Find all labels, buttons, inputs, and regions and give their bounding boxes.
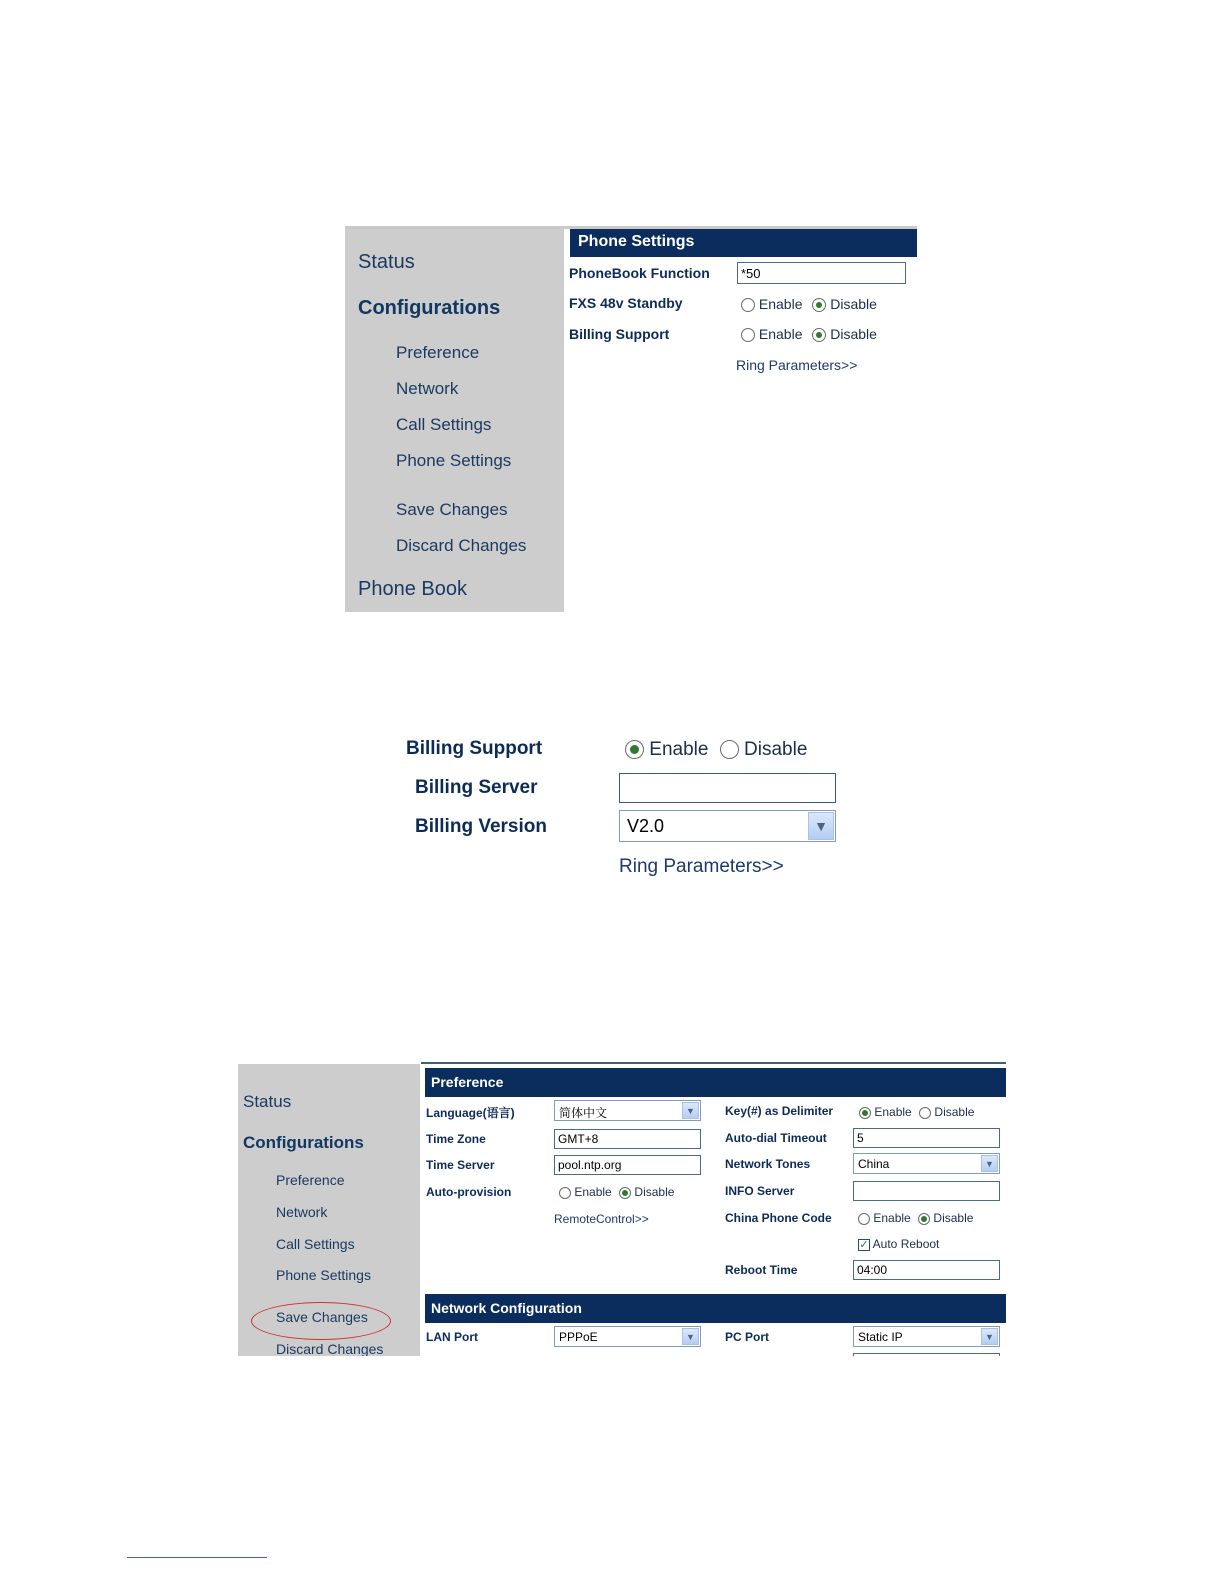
fxs-disable-radio[interactable] [812, 298, 826, 312]
autoprov-enable-radio[interactable] [559, 1187, 571, 1199]
auto-provision-radio-group [559, 1185, 674, 1199]
auto-dial-timeout-label: Auto-dial Timeout [725, 1131, 827, 1145]
billing-version-select[interactable] [619, 810, 836, 842]
save-changes-link[interactable]: Save Changes [396, 500, 508, 519]
fxs-enable-radio[interactable] [741, 298, 755, 312]
top-border [421, 1062, 1006, 1064]
chevron-down-icon[interactable]: ▼ [682, 1102, 699, 1119]
phone-settings-screenshot [345, 226, 917, 612]
billing-enable-radio[interactable] [625, 740, 644, 759]
sidebar [345, 229, 564, 612]
pc-port-value: Static IP [858, 1330, 903, 1344]
billing-support-radio-group [625, 739, 807, 761]
autoprov-disable-label: Disable [634, 1185, 675, 1199]
language-label: Language(语言) [426, 1106, 515, 1120]
lan-port-value: PPPoE [559, 1330, 598, 1344]
sidebar-status[interactable]: Status [243, 1092, 292, 1111]
reboot-time-label: Reboot Time [725, 1263, 798, 1277]
key-enable-label: Enable [874, 1105, 912, 1119]
auto-dial-timeout-input[interactable] [853, 1128, 1000, 1148]
language-value: 简体中文 [559, 1106, 608, 1120]
time-zone-label: Time Zone [426, 1132, 486, 1146]
billing-version-value: V2.0 [627, 816, 665, 836]
key-delimiter-label: Key(#) as Delimiter [725, 1104, 834, 1118]
sidebar-item-preference[interactable]: Preference [276, 1172, 345, 1188]
sidebar-item-phone-settings[interactable]: Phone Settings [396, 451, 512, 470]
sidebar-item-call-settings[interactable]: Call Settings [396, 415, 492, 434]
phone-settings-header: Phone Settings [570, 229, 917, 257]
sidebar-item-network[interactable]: Network [396, 379, 459, 398]
china-phone-code-label: China Phone Code [725, 1211, 832, 1225]
reboot-time-input[interactable] [853, 1260, 1000, 1280]
time-zone-input[interactable] [554, 1129, 701, 1149]
pc-port-label: PC Port [725, 1330, 770, 1344]
save-changes-link[interactable]: Save Changes [276, 1309, 368, 1325]
autoprov-enable-label: Enable [574, 1185, 612, 1199]
billing-version-label: Billing Version [415, 816, 547, 837]
time-server-label: Time Server [426, 1158, 495, 1172]
key-enable-radio[interactable] [859, 1107, 871, 1119]
sidebar-item-call-settings[interactable]: Call Settings [276, 1236, 355, 1252]
auto-reboot-checkbox[interactable]: ✓ [859, 1238, 869, 1251]
auto-provision-label: Auto-provision [426, 1185, 512, 1199]
remote-control-link[interactable]: RemoteControl>> [554, 1212, 649, 1226]
billing-enable-label: Enable [649, 739, 709, 760]
fxs-disable-label: Disable [830, 296, 877, 312]
chinacode-disable-radio[interactable] [918, 1213, 930, 1225]
sidebar-status[interactable]: Status [358, 251, 415, 273]
phonebook-function-label: PhoneBook Function [569, 265, 710, 281]
fxs-enable-label: Enable [758, 296, 803, 312]
fxs-standby-label: FXS 48v Standby [569, 295, 683, 311]
sidebar-item-network[interactable]: Network [276, 1204, 328, 1220]
sidebar-phone-book[interactable]: Phone Book [358, 578, 467, 600]
info-server-input[interactable] [853, 1181, 1000, 1201]
chinacode-disable-label: Disable [933, 1211, 974, 1225]
preference-header: Preference [425, 1068, 1006, 1097]
pc-port-select[interactable] [853, 1326, 1000, 1347]
billing-enable-radio[interactable] [741, 328, 755, 342]
language-select[interactable] [554, 1100, 701, 1121]
ring-parameters-link[interactable]: Ring Parameters>> [736, 357, 858, 373]
billing-support-label: Billing Support [569, 326, 670, 342]
info-server-label: INFO Server [725, 1184, 795, 1198]
footnote-separator [127, 1557, 267, 1558]
autoprov-disable-radio[interactable] [619, 1187, 631, 1199]
discard-changes-link[interactable]: Discard Changes [396, 536, 527, 555]
chinacode-enable-radio[interactable] [858, 1213, 870, 1225]
annotation-circle [251, 1302, 391, 1340]
billing-server-input[interactable] [619, 773, 836, 803]
sidebar-configurations[interactable]: Configurations [358, 297, 501, 319]
key-disable-label: Disable [934, 1105, 975, 1119]
ring-parameters-link[interactable]: Ring Parameters>> [619, 856, 784, 877]
billing-support-radio-group [741, 326, 877, 342]
time-server-input[interactable] [554, 1155, 701, 1175]
billing-disable-radio[interactable] [812, 328, 826, 342]
network-tones-select[interactable] [853, 1153, 1000, 1174]
sidebar-item-phone-settings[interactable]: Phone Settings [276, 1267, 371, 1283]
chevron-down-icon[interactable]: ▼ [981, 1328, 998, 1345]
auto-reboot-label: Auto Reboot [872, 1237, 940, 1251]
fxs-standby-radio-group [741, 296, 877, 312]
billing-settings-screenshot [400, 730, 850, 890]
preference-screenshot [238, 1062, 1006, 1356]
chevron-down-icon[interactable]: ▼ [682, 1328, 699, 1345]
billing-disable-label: Disable [744, 739, 808, 760]
billing-disable-label: Disable [830, 326, 877, 342]
key-delimiter-radio-group [859, 1105, 974, 1119]
chinacode-enable-label: Enable [873, 1211, 911, 1225]
key-disable-radio[interactable] [919, 1107, 931, 1119]
discard-changes-link[interactable]: Discard Changes [276, 1341, 384, 1356]
network-tones-value: China [858, 1157, 890, 1171]
china-phone-code-radio-group [858, 1211, 973, 1225]
phonebook-function-input[interactable] [737, 262, 906, 284]
lan-port-select[interactable] [554, 1326, 701, 1347]
sidebar-item-preference[interactable]: Preference [396, 343, 480, 362]
billing-disable-radio[interactable] [720, 740, 739, 759]
chevron-down-icon[interactable]: ▼ [808, 812, 834, 840]
billing-enable-label: Enable [758, 326, 803, 342]
next-field-edge [853, 1353, 1000, 1356]
chevron-down-icon[interactable]: ▼ [981, 1155, 998, 1172]
lan-port-label: LAN Port [426, 1330, 478, 1344]
billing-server-label: Billing Server [415, 777, 538, 798]
network-configuration-header: Network Configuration [425, 1294, 1006, 1323]
sidebar-configurations[interactable]: Configurations [243, 1133, 364, 1152]
billing-support-label: Billing Support [406, 738, 543, 759]
auto-reboot-row [858, 1237, 939, 1251]
network-tones-label: Network Tones [725, 1157, 811, 1171]
